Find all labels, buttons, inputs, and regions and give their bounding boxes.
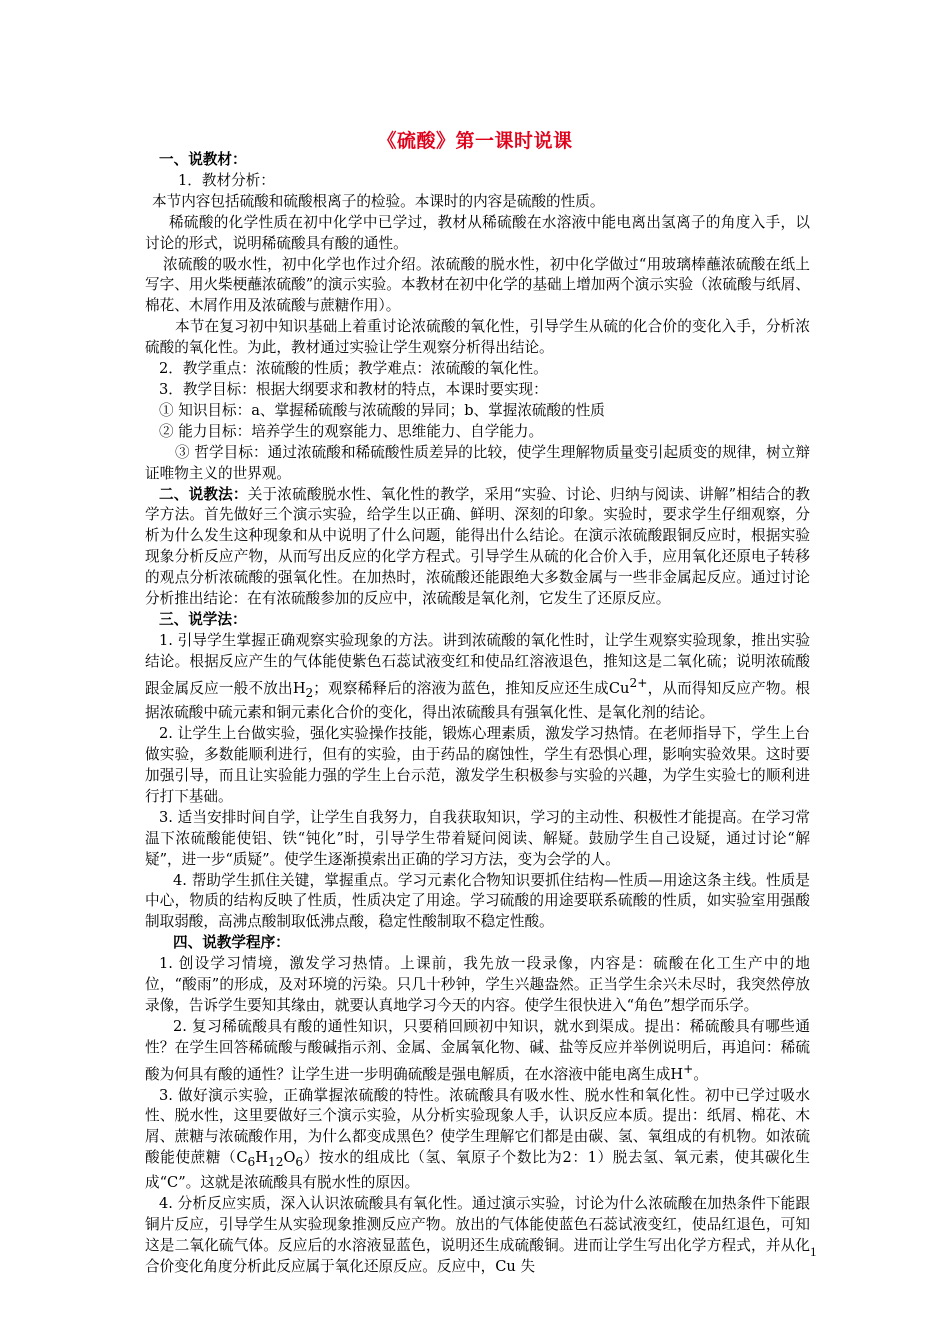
formula-text: Cu xyxy=(608,679,630,697)
paragraph: 3．教学目标：根据大纲要求和教材的特点，本课时要实现： xyxy=(159,380,548,398)
section-heading-1: 一、说教材： xyxy=(159,151,247,168)
paragraph: ③ 哲学目标：通过浓硫酸和稀硫酸性质差异的比较，使学生理解物质量变引起质变的规律，树立辩证唯物主义的世界观。 xyxy=(145,443,810,482)
formula-subscript: 6 xyxy=(247,1155,256,1170)
paragraph: 本节内容包括硫酸和硫酸根离子的检验。本课时的内容是硫酸的性质。 xyxy=(152,192,605,210)
paragraph xyxy=(145,1086,810,1194)
text-run: ）按水的组成比（氢、氧原子个数比为2：1）脱去氢、氧元素，使其碳化生成“C”。这就是浓硫酸具有脱水性的原因。 xyxy=(145,1149,810,1192)
paragraph: 4. 分析反应实质，深入认识浓硫酸具有氧化性。通过演示实验，讨论为什么浓硫酸在加热条件下能跟铜片反应，引导学生从实验现象推测反应产物。放出的气体能使蓝色石蕊试液变红，使品红退色，可知这是二氧化硫气体。反应后的水溶液显蓝色，说明还生成硫酸铜。进而让学生写出化学方程式，并从化合价变化角度分析此反应属于氧化还原反应。反应中，Cu 失 xyxy=(145,1194,810,1275)
formula-subscript: 12 xyxy=(267,1155,284,1170)
text-run: 3. 做好演示实验，正确掌握浓硫酸的特性。浓硫酸具有吸水性、脱水性和氧化性。初中已学过吸水性、脱水性，这里要做好三个演示实验，从分析实验现象人手，认识反应本质。提出：纸屑、棉花、木屑、蔗糖与浓硫酸作用，为什么都变成黑色？使学生理解它们都是由碳、氢、氧组成的有机物。如浓硫酸能使蔗糖（ xyxy=(145,1086,810,1167)
formula-text: H xyxy=(255,1149,268,1167)
page-number: 1 xyxy=(810,1244,817,1259)
paragraph: 2. 让学生上台做实验，强化实验操作技能，锻炼心理素质，激发学习热情。在老师指导下，学生上台做实验，多数能顺利进行，但有的实验，由于药品的腐蚀性，学生有恐惧心理，影响实验效果。这时要加强引导，而且让实验能力强的学生上台示范，激发学生积极参与实验的兴趣，为学生实验七的顺利进行打下基础。 xyxy=(145,725,810,805)
paragraph: 本节在复习初中知识基础上着重讨论浓硫酸的氧化性，引导学生从硫的化合价的变化入手，分析浓硫酸的氧化性。为此，教材通过实验让学生观察分析得出结论。 xyxy=(145,318,810,357)
formula-sucrose xyxy=(236,1149,304,1170)
paragraph: ① 知识目标：a、掌握稀硫酸与浓硫酸的异同；b、掌握浓硫酸的性质 xyxy=(159,401,605,419)
text-run: 1. 引导学生掌握正确观察实验现象的方法。讲到浓硫酸的氧化性时，让学生观察实验现象，推出实验结论。根据反应产生的气体能使紫色石蕊试液变红和使品红溶液退色，推知这是二氧化硫；说明浓硫酸跟金属反应一般不放出 xyxy=(145,631,810,697)
text-run: ；观察稀释后的溶液为蓝色，推知反应还生成 xyxy=(313,679,609,697)
paragraph: 3. 适当安排时间自学，让学生自我努力，自我获取知识，学习的主动性、积极性才能提高。在学习常温下浓硫酸能使铝、铁“钝化”时，引导学生带着疑问阅读、解疑。鼓励学生自己设疑，通过讨论“解疑”，进一步“质疑”。使学生逐渐摸索出正确的学习方法，变为会学的人。 xyxy=(145,808,810,868)
formula-subscript: 6 xyxy=(295,1155,304,1170)
text-run: ，从而得知反应产物。根据浓硫酸中硫元素和铜元素化合价的变化，得出浓硫酸具有强氧化性、是氧化剂的结论。 xyxy=(145,679,810,722)
paragraph-text: 关于浓硫酸脱水性、氧化性的教学，采用“实验、讨论、归纳与阅读、讲解”相结合的教学方法。首先做好三个演示实验，给学生以正确、鲜明、深刻的印象。实验时，要求学生仔细观察，分析为什么发生这种现象和从中说明了什么问题，能得出什么结论。在演示浓硫酸跟铜反应时，根据实验现象分析反应产物，从而写出反应的化学方程式。引导学生从硫的化合价入手，应用氧化还原电子转移的观点分析浓硫酸的强氧化性。在加热时，浓硫酸还能跟绝大多数金属与一些非金属起反应。通过讨论分析推出结论：在有浓硫酸参加的反应中，浓硫酸是氧化剂，它发生了还原反应。 xyxy=(145,485,810,608)
formula-hplus xyxy=(670,1061,694,1083)
page-title: 《硫酸》第一课时说课 xyxy=(377,130,573,152)
paragraph: 4. 帮助学生抓住关键，掌握重点。学习元素化合物知识要抓住结构—性质—用途这条主线。性质是中心，物质的结构反映了性质，性质决定了用途。学习硫酸的用途要联系硫酸的性质，如实验室用强酸制取弱酸，高沸点酸制取低沸点酸，稳定性酸制取不稳定性酸。 xyxy=(145,871,810,931)
section-heading-2: 二、说教法： xyxy=(159,485,248,503)
section-heading-3: 三、说学法： xyxy=(159,610,247,628)
paragraph: 稀硫酸的化学性质在初中化学中已学过，教材从稀硫酸在水溶液中能电离出氢离子的角度入手，以讨论的形式，说明稀硫酸具有酸的通性。 xyxy=(145,213,810,252)
formula-superscript: + xyxy=(683,1061,694,1076)
formula-cu2plus xyxy=(608,675,648,697)
formula-h2 xyxy=(292,679,314,700)
formula-superscript: 2+ xyxy=(629,675,648,690)
text-run: 。 xyxy=(693,1065,708,1083)
formula-text: C xyxy=(236,1149,248,1167)
paragraph-teaching-method xyxy=(145,485,810,610)
formula-text: H xyxy=(670,1065,684,1083)
paragraph: 浓硫酸的吸水性，初中化学也作过介绍。浓硫酸的脱水性，初中化学做过“用玻璃棒蘸浓硫酸在纸上写字、用火柴梗蘸浓硫酸”的演示实验。本教材在初中化学的基础上增加两个演示实验（浓硫酸与纸屑、棉花、木屑作用及浓硫酸与蔗糖作用）。 xyxy=(145,255,810,315)
section-heading-4: 四、说教学程序： xyxy=(173,934,290,952)
paragraph xyxy=(145,1017,810,1086)
paragraph: ② 能力目标：培养学生的观察能力、思维能力、自学能力。 xyxy=(159,422,544,440)
formula-subscript: 2 xyxy=(305,685,314,700)
paragraph: 2．教学重点：浓硫酸的性质；教学难点：浓硫酸的氧化性。 xyxy=(159,360,548,378)
subheading-teaching-analysis: 1．教材分析： xyxy=(178,171,275,189)
formula-text: O xyxy=(283,1149,296,1167)
paragraph xyxy=(145,631,810,724)
formula-text: H xyxy=(292,679,306,697)
document-body xyxy=(145,150,810,1278)
text-run: 2. 复习稀硫酸具有酸的通性知识，只要稍回顾初中知识，就水到渠成。提出：稀硫酸具有哪些通性？在学生回答稀硫酸与酸碱指示剂、金属、金属氧化物、碱、盐等反应并举例说明后，再追问：稀硫酸为何具有酸的通性？让学生进一步明确硫酸是强电解质，在水溶液中能电离生成 xyxy=(145,1017,810,1083)
paragraph: 1. 创设学习情境，激发学习热情。上课前，我先放一段录像，内容是：硫酸在化工生产中的地位，“酸雨”的形成，及对环境的污染。只几十秒钟，学生兴趣盎然。正当学生余兴未尽时，我突然停放录像，告诉学生要知其缘由，就要认真地学习今天的内容。使学生很快进入“角色”想学而乐学。 xyxy=(145,955,810,1015)
